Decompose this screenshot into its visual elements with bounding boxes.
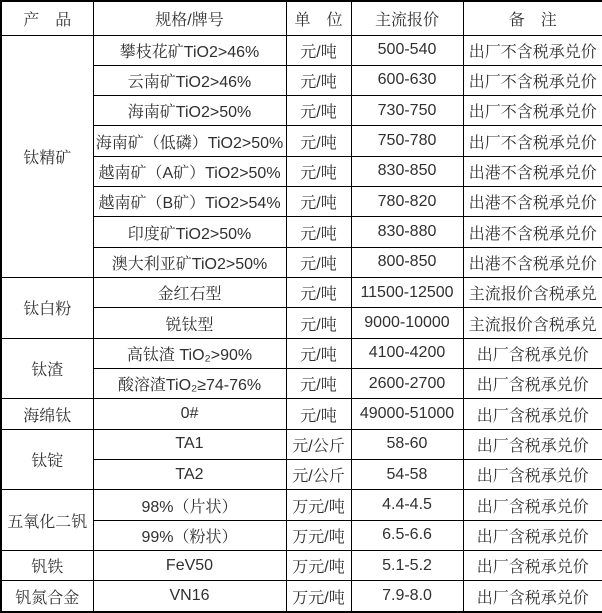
spec-cell: 越南矿（A矿）TiO2>50% <box>93 156 286 186</box>
price-cell: 2600-2700 <box>351 369 463 399</box>
unit-cell: 万元/吨 <box>286 551 351 581</box>
note-cell: 出港不含税承兑价 <box>463 187 602 217</box>
product-cell: 钒氮合金 <box>1 581 93 612</box>
price-cell: 4.4-4.5 <box>351 490 463 520</box>
price-cell: 54-58 <box>351 460 463 490</box>
note-cell: 出厂含税承兑价 <box>463 369 602 399</box>
spec-cell: 金红石型 <box>93 278 286 308</box>
unit-cell: 元/吨 <box>286 247 351 277</box>
note-cell: 出厂含税承兑价 <box>463 460 602 490</box>
price-cell: 600-630 <box>351 65 463 95</box>
note-cell: 出厂含税承兑价 <box>463 520 602 550</box>
note-cell: 出港不含税承兑价 <box>463 247 602 277</box>
product-cell: 五氧化二钒 <box>1 490 93 551</box>
product-cell: 钛渣 <box>1 338 93 399</box>
price-cell: 9000-10000 <box>351 308 463 338</box>
unit-cell: 元/公斤 <box>286 460 351 490</box>
unit-cell: 元/吨 <box>286 35 351 65</box>
unit-cell: 元/吨 <box>286 65 351 95</box>
unit-cell: 元/吨 <box>286 126 351 156</box>
product-cell: 钛精矿 <box>1 35 93 278</box>
product-cell: 钒铁 <box>1 551 93 581</box>
unit-cell: 元/吨 <box>286 96 351 126</box>
header-note: 备 注 <box>463 1 602 35</box>
note-cell: 出港不含税承兑价 <box>463 156 602 186</box>
spec-cell: 锐钛型 <box>93 308 286 338</box>
unit-cell: 万元/吨 <box>286 581 351 612</box>
unit-cell: 元/公斤 <box>286 429 351 459</box>
price-cell: 58-60 <box>351 429 463 459</box>
spec-cell: 海南矿TiO2>50% <box>93 96 286 126</box>
table-row <box>1 278 602 308</box>
spec-cell: 越南矿（B矿）TiO2>54% <box>93 187 286 217</box>
note-cell: 主流报价含税承兑 <box>463 308 602 338</box>
price-cell: 800-850 <box>351 247 463 277</box>
spec-cell: 0# <box>93 399 286 429</box>
table-row <box>1 429 602 459</box>
spec-cell: 海南矿（低磷）TiO2>50% <box>93 126 286 156</box>
product-cell: 钛白粉 <box>1 278 93 339</box>
note-cell: 出厂含税承兑价 <box>463 581 602 612</box>
spec-cell: TA1 <box>93 429 286 459</box>
unit-cell: 元/吨 <box>286 278 351 308</box>
price-cell: 6.5-6.6 <box>351 520 463 550</box>
spec-cell: 澳大利亚矿TiO2>50% <box>93 247 286 277</box>
price-cell: 830-880 <box>351 217 463 247</box>
unit-cell: 元/吨 <box>286 369 351 399</box>
spec-cell: 印度矿TiO2>50% <box>93 217 286 247</box>
note-cell: 出厂不含税承兑价 <box>463 65 602 95</box>
note-cell: 主流报价含税承兑 <box>463 278 602 308</box>
unit-cell: 元/吨 <box>286 187 351 217</box>
price-cell: 750-780 <box>351 126 463 156</box>
unit-cell: 元/吨 <box>286 399 351 429</box>
spec-cell: 高钛渣 TiO₂>90% <box>93 338 286 368</box>
price-cell: 7.9-8.0 <box>351 581 463 612</box>
note-cell: 出港不含税承兑价 <box>463 217 602 247</box>
table-row <box>1 399 602 429</box>
spec-cell: TA2 <box>93 460 286 490</box>
product-cell: 钛锭 <box>1 429 93 490</box>
note-cell: 出厂不含税承兑价 <box>463 96 602 126</box>
table-row <box>1 490 602 520</box>
price-cell: 11500-12500 <box>351 278 463 308</box>
product-cell: 海绵钛 <box>1 399 93 429</box>
price-cell: 500-540 <box>351 35 463 65</box>
table-row <box>1 581 602 612</box>
unit-cell: 元/吨 <box>286 308 351 338</box>
spec-cell: 99%（粉状） <box>93 520 286 550</box>
price-cell: 730-750 <box>351 96 463 126</box>
note-cell: 出厂不含税承兑价 <box>463 126 602 156</box>
unit-cell: 元/吨 <box>286 217 351 247</box>
table-row <box>1 338 602 368</box>
header-unit: 单 位 <box>286 1 351 35</box>
unit-cell: 万元/吨 <box>286 490 351 520</box>
table-row <box>1 35 602 65</box>
header-price: 主流报价 <box>351 1 463 35</box>
header-spec: 规格/牌号 <box>93 1 286 35</box>
price-cell: 5.1-5.2 <box>351 551 463 581</box>
spec-cell: VN16 <box>93 581 286 612</box>
note-cell: 出厂含税承兑价 <box>463 338 602 368</box>
price-cell: 830-850 <box>351 156 463 186</box>
price-table-body <box>1 35 602 612</box>
spec-cell: 酸溶渣TiO₂≥74-76% <box>93 369 286 399</box>
price-cell: 49000-51000 <box>351 399 463 429</box>
note-cell: 出厂含税承兑价 <box>463 490 602 520</box>
table-row <box>1 551 602 581</box>
spec-cell: 攀枝花矿TiO2>46% <box>93 35 286 65</box>
spec-cell: 98%（片状） <box>93 490 286 520</box>
note-cell: 出厂含税承兑价 <box>463 551 602 581</box>
spec-cell: 云南矿TiO2>46% <box>93 65 286 95</box>
header-row <box>1 1 602 35</box>
header-product: 产 品 <box>1 1 93 35</box>
price-cell: 780-820 <box>351 187 463 217</box>
note-cell: 出厂不含税承兑价 <box>463 35 602 65</box>
unit-cell: 元/吨 <box>286 156 351 186</box>
note-cell: 出厂含税承兑价 <box>463 429 602 459</box>
unit-cell: 元/吨 <box>286 338 351 368</box>
note-cell: 出厂含税承兑价 <box>463 399 602 429</box>
unit-cell: 万元/吨 <box>286 520 351 550</box>
price-cell: 4100-4200 <box>351 338 463 368</box>
spec-cell: FeV50 <box>93 551 286 581</box>
